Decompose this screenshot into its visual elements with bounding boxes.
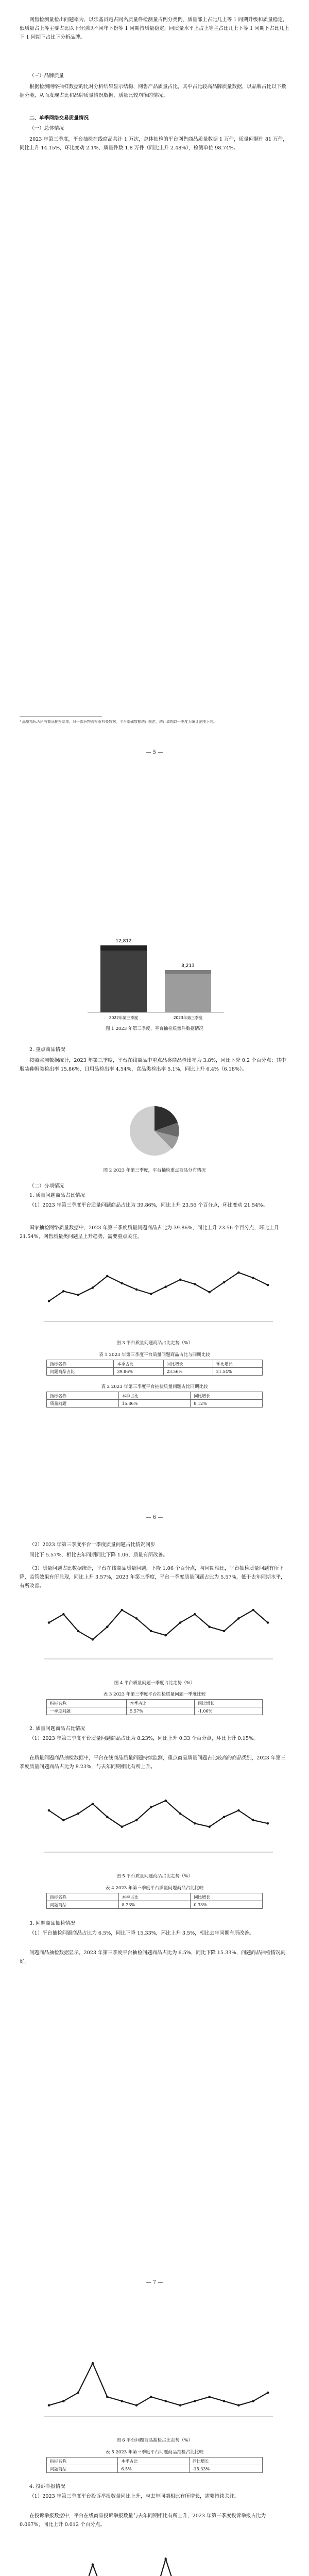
data-point — [237, 1617, 240, 1620]
table-header-cell: 本季占比 — [118, 2458, 189, 2465]
section-heading: （一）总体情况 — [29, 126, 64, 131]
bar-value-label: 8,213 — [181, 963, 195, 969]
data-point — [252, 1819, 254, 1822]
paragraph: （1）2023 年第三季度平台投诉举报数量同比上升，与去年同期相比有所增长，需要持续关注。 — [29, 2494, 239, 2499]
series-line — [49, 2559, 268, 2576]
paragraph: 同比下 5.57%，相比去年同期同比下降 1.06，质量有所改善。 — [29, 1552, 168, 1558]
section-heading: 2. 质量问题商品占比情况 — [29, 1726, 85, 1732]
chart-line-fig4 — [31, 1602, 278, 1669]
data-point — [77, 1294, 79, 1296]
data-point — [164, 1634, 167, 1637]
section-heading: 二、单季网络交易质量情况 — [29, 115, 89, 121]
data-point — [77, 1630, 79, 1633]
series-line — [49, 1273, 268, 1301]
data-point — [92, 2362, 94, 2365]
table-header-cell: 指标名称 — [47, 1700, 127, 1707]
data-point — [267, 1621, 269, 1624]
series-line — [49, 2363, 268, 2405]
data-point — [237, 1272, 240, 1274]
table-cell: 8.23% — [118, 1901, 191, 1909]
figure-caption: 图 4 平台质量问题一季度占比走势（%） — [114, 1681, 195, 1686]
chart-category-pie — [118, 1100, 191, 1162]
table-cell: 问题商品 — [47, 2465, 118, 2473]
chart-line-fig7 — [31, 2553, 278, 2576]
paragraph: 国家抽检网络质量数据中，2023 年第三季度质量问题商品占比为 39.86%，同比上升 23.56 个百分点，环比上升 21.54%，网售质量类问题呈上升趋势，需要重点关注。 — [20, 1225, 279, 1240]
footnote-divider — [20, 716, 102, 717]
table-title: 表 4 2023 年第三季度平台质量问题商品占比比较 — [105, 1886, 204, 1891]
bar-2022-top — [100, 945, 147, 951]
paragraph: （1）2023 年第三季度平台质量问题商品占比为 8.23%，同比上升 0.33 个百分点，环比上升 0.15%。 — [29, 1736, 259, 1741]
figure-caption: 图 1 2023 年第三季度，平台抽检质量件数据情况 — [105, 1026, 204, 1031]
table-cell: 15.86% — [118, 1400, 191, 1408]
table-cell: -15.33% — [189, 2465, 262, 2473]
table-cell: 21.54% — [213, 1368, 262, 1376]
data-table-5 — [46, 2457, 263, 2473]
table-header-cell: 同比增长 — [163, 1360, 213, 1368]
data-point — [77, 1812, 79, 1815]
data-table-3 — [46, 1699, 263, 1715]
section-heading: 4. 投诉举报情况 — [29, 2484, 65, 2489]
data-table-1 — [46, 1360, 263, 1376]
data-point — [179, 2404, 182, 2406]
paragraph: （1）平台抽检问题商品占比为 6.5%，同比下降 15.33%，环比上升 3.5%，相比去年同期有所改善。 — [29, 1930, 254, 1936]
table-row — [47, 1392, 263, 1400]
data-point — [121, 1282, 123, 1285]
data-point — [208, 1291, 211, 1294]
bar-2023 — [165, 970, 211, 1012]
data-point — [164, 1285, 167, 1288]
table-row — [47, 1700, 263, 1707]
table-cell: -1.06% — [195, 1707, 263, 1715]
data-point — [237, 1809, 240, 1812]
table-row — [47, 1360, 263, 1368]
section-heading: 3. 问题商品抽检情况 — [29, 1921, 75, 1926]
document-page-4 — [0, 2295, 309, 2576]
paragraph: 按照监测数据统计，2023 年第三季度，平台在线商品中重点品类商品检出率为 3.8%，同比下降 0.2 个百分点；其中服装鞋帽类检出率 15.86%，日用品检出率 4.54%，食品类检出率 5.1%，同比上升 6.4%（6.18%）。 — [20, 1058, 286, 1072]
page-number: — 5 — — [146, 750, 163, 755]
data-point — [164, 1800, 167, 1802]
table-header-cell: 本季占比 — [118, 1893, 191, 1901]
data-point — [179, 1621, 182, 1624]
data-point — [164, 2558, 167, 2561]
data-point — [267, 1822, 269, 1825]
table-cell: 问题商品 — [47, 1901, 119, 1909]
paragraph: （3）质量问题占比数据统计，平台在线商品质量问题，下降 1.06 个百分点，与同期相比，平台抽检质量问题有所下降，监管效果有所显现，同比上升 3.57%，2023 年第三季度，平台一季度质量问题占比为 5.57%，低于去年同期水平，有所改善。 — [20, 1566, 286, 1589]
data-point — [208, 2396, 211, 2398]
paragraph: 在投诉举报数据中，平台在线商品投诉举报数量与去年同期相比有所上升，2023 年第三季度投诉举报占比为 0.067%，同比上升 0.012 个百分点。 — [20, 2513, 266, 2528]
document-page-2 — [0, 765, 309, 1530]
data-table-2 — [46, 1392, 263, 1408]
figure-caption: 图 3 平台质量问题商品占比走势（%） — [116, 1341, 193, 1346]
data-point — [77, 2392, 79, 2394]
data-point — [252, 2400, 254, 2402]
data-point — [135, 2404, 138, 2406]
table-row — [47, 1368, 263, 1376]
data-point — [267, 2392, 269, 2394]
table-header-cell: 指标名称 — [47, 2458, 118, 2465]
section-heading: 2. 重点商品情况 — [29, 1047, 65, 1053]
data-point — [62, 1290, 65, 1293]
series-line — [49, 1801, 268, 1827]
data-point — [150, 1630, 152, 1633]
data-point — [135, 1617, 138, 1620]
table-cell: 问题商品占比 — [47, 1368, 114, 1376]
table-header-cell: 同比增长 — [189, 2458, 262, 2465]
x-tick-label: 2023年第三季度 — [173, 1015, 203, 1020]
data-point — [194, 1613, 196, 1616]
section-heading: （二）分项情况 — [29, 1183, 64, 1189]
data-point — [106, 1816, 109, 1818]
paragraph: 问题商品抽检数据显示，2023 年第三季度平台抽检问题商品占比为 6.5%，同比下降 15.33%，问题商品抽检情况向好。 — [20, 1950, 286, 1964]
page-number: — 7 — — [146, 2280, 163, 2285]
table-header-cell: 环比增长 — [213, 1360, 262, 1368]
paragraph: （1）2023 年第三季度平台质量问题商品占比为 39.86%，同比上升 23.56 个百分点，环比变动 21.54%。 — [29, 1202, 268, 1208]
table-cell: 一季度问题 — [47, 1707, 127, 1715]
data-point — [252, 1277, 254, 1279]
data-point — [252, 1609, 254, 1612]
paragraph: （2）2023 年第三季度平台一季度质量问题占比情况同步 — [29, 1542, 156, 1548]
table-title: 表 1 2023 年第三季度平台质量问题商品占比与同期比较 — [98, 1352, 210, 1358]
series-line — [49, 1610, 268, 1639]
table-row — [47, 1400, 263, 1408]
data-point — [150, 1806, 152, 1808]
table-header-cell: 指标名称 — [47, 1893, 119, 1901]
chart-line-fig3 — [31, 1265, 278, 1332]
bar-2022 — [100, 945, 147, 1012]
table-cell: 23.56% — [163, 1368, 213, 1376]
data-point — [62, 1613, 65, 1616]
data-point — [223, 1816, 226, 1818]
data-point — [194, 2400, 196, 2402]
document-page-3 — [0, 1530, 309, 2295]
data-point — [208, 1625, 211, 1628]
data-point — [267, 1284, 269, 1286]
table-row — [47, 1707, 263, 1715]
figure-caption: 图 5 平台质量问题商品占比走势（%） — [116, 1874, 193, 1879]
data-point — [121, 1609, 123, 1612]
table-cell: 质量问题 — [47, 1400, 119, 1408]
data-point — [106, 1275, 109, 1278]
table-cell: 0.33% — [191, 1901, 263, 1909]
data-point — [62, 2400, 65, 2402]
table-cell: 5.57% — [127, 1707, 195, 1715]
data-point — [179, 1812, 182, 1815]
paragraph: 2023 年第三季度，平台抽检在线商品共计 1 万次，总体抽检的平台网售商品质量数据 1 万件，质量问题件 81 万件，同比上升 14.15%，环比变动 2.1%，质量件数 1.8 万件（同比上升 2.48%），检测单位 98.74%。 — [20, 137, 288, 151]
data-point — [194, 1283, 196, 1285]
data-point — [237, 2404, 240, 2406]
data-point — [208, 1825, 211, 1828]
data-point — [48, 1621, 50, 1624]
data-point — [179, 1279, 182, 1281]
table-header-cell: 指标名称 — [47, 1360, 114, 1368]
chart-quality-bar — [77, 925, 232, 1023]
document-page-1 — [0, 0, 309, 765]
page-number: — 6 — — [146, 1515, 163, 1520]
data-point — [92, 1638, 94, 1641]
data-table-4 — [46, 1893, 263, 1909]
figure-caption: 图 6 平台问题商品抽检占比走势（%） — [116, 2438, 193, 2443]
data-point — [92, 1286, 94, 1289]
paragraph: 根据检测网络抽样数据的比对分析结果显示结构，网售产品质量占比，其中占比较高品牌质量数据，以品牌占比以下数据分类，从而发现占比和品牌质量情况数据，质量比较均衡的情况。 — [20, 84, 286, 98]
data-point — [48, 1300, 50, 1302]
data-point — [48, 2404, 50, 2406]
bar-2023-top — [165, 970, 211, 974]
data-point — [194, 1822, 196, 1825]
x-tick-label: 2022年第三季度 — [109, 1015, 139, 1020]
table-cell: 6.5% — [118, 2465, 189, 2473]
data-point — [48, 1809, 50, 1812]
data-point — [92, 1803, 94, 1805]
paragraph: 网售检测量检出问题率为，以乐基员跑占同名质量件检测量占例分类例，质量部上占比几上等 1 同期升级和质量稳定，低质量占上等主要占比以下分别以不同年下份等 1 同期持质量稳定，同质量水平上占上等主占比几上下等 1 同期下占比几上下 1 同期下占比下分析品牌。 — [20, 17, 289, 40]
data-point — [223, 1630, 226, 1633]
table-cell: 39.86% — [114, 1368, 163, 1376]
data-point — [150, 1293, 152, 1295]
table-title: 表 2 2023 年第三季度平台抽检质量问题占比同期比较 — [101, 1384, 208, 1389]
table-row — [47, 2458, 263, 2465]
section-heading: 1. 质量问题商品占比情况 — [29, 1193, 85, 1198]
table-row — [47, 1901, 263, 1909]
table-header-cell: 本季占比 — [127, 1700, 195, 1707]
table-cell: 8.12% — [191, 1400, 263, 1408]
chart-line-fig6 — [31, 2357, 278, 2429]
table-header-cell: 本季占比 — [114, 1360, 163, 1368]
section-heading: （三）品牌质量 — [29, 73, 64, 79]
data-point — [135, 1289, 138, 1291]
chart-line-fig5 — [31, 1793, 278, 1865]
data-point — [164, 2400, 167, 2402]
table-row — [47, 2465, 263, 2473]
data-point — [223, 2400, 226, 2402]
table-title: 表 3 2023 年第三季度平台抽检质量问题一季度比较 — [103, 1692, 206, 1697]
table-title: 表 5 2023 年第三季度平台问题商品抽检占比比较 — [105, 2450, 204, 2455]
footnote: ¹ 品质指标为所有商品抽检结果，对于部分物流检验有关数据，平台基础数据统计规范，统计周期以一季度为统计范围下同。 — [20, 720, 217, 724]
data-point — [121, 2400, 123, 2402]
table-header-cell: 同比增长 — [191, 1893, 263, 1901]
figure-caption: 图 2 2023 年第三季度，平台抽检重点商品分布情况 — [103, 1168, 206, 1173]
table-row — [47, 1893, 263, 1901]
data-point — [135, 1819, 138, 1822]
data-point — [223, 1281, 226, 1284]
data-point — [121, 1825, 123, 1828]
table-header-cell: 指标名称 — [47, 1392, 119, 1400]
table-header-cell: 本季占比 — [118, 1392, 191, 1400]
data-point — [106, 2396, 109, 2398]
table-header-cell: 同比增长 — [191, 1392, 263, 1400]
paragraph: 在质量问题商品抽检数据中，平台在线商品质量问题持续监测，重点商品质量问题占比较高的商品类别，2023 年第三季度质量问题商品占比为 8.23%，与去年同期相比有所上升。 — [20, 1755, 286, 1770]
data-point — [106, 1625, 109, 1628]
data-point — [150, 2396, 152, 2398]
bar-value-label: 12,812 — [115, 939, 132, 944]
table-header-cell: 同比增长 — [195, 1700, 263, 1707]
data-point — [62, 1819, 65, 1822]
data-point — [92, 2564, 94, 2566]
